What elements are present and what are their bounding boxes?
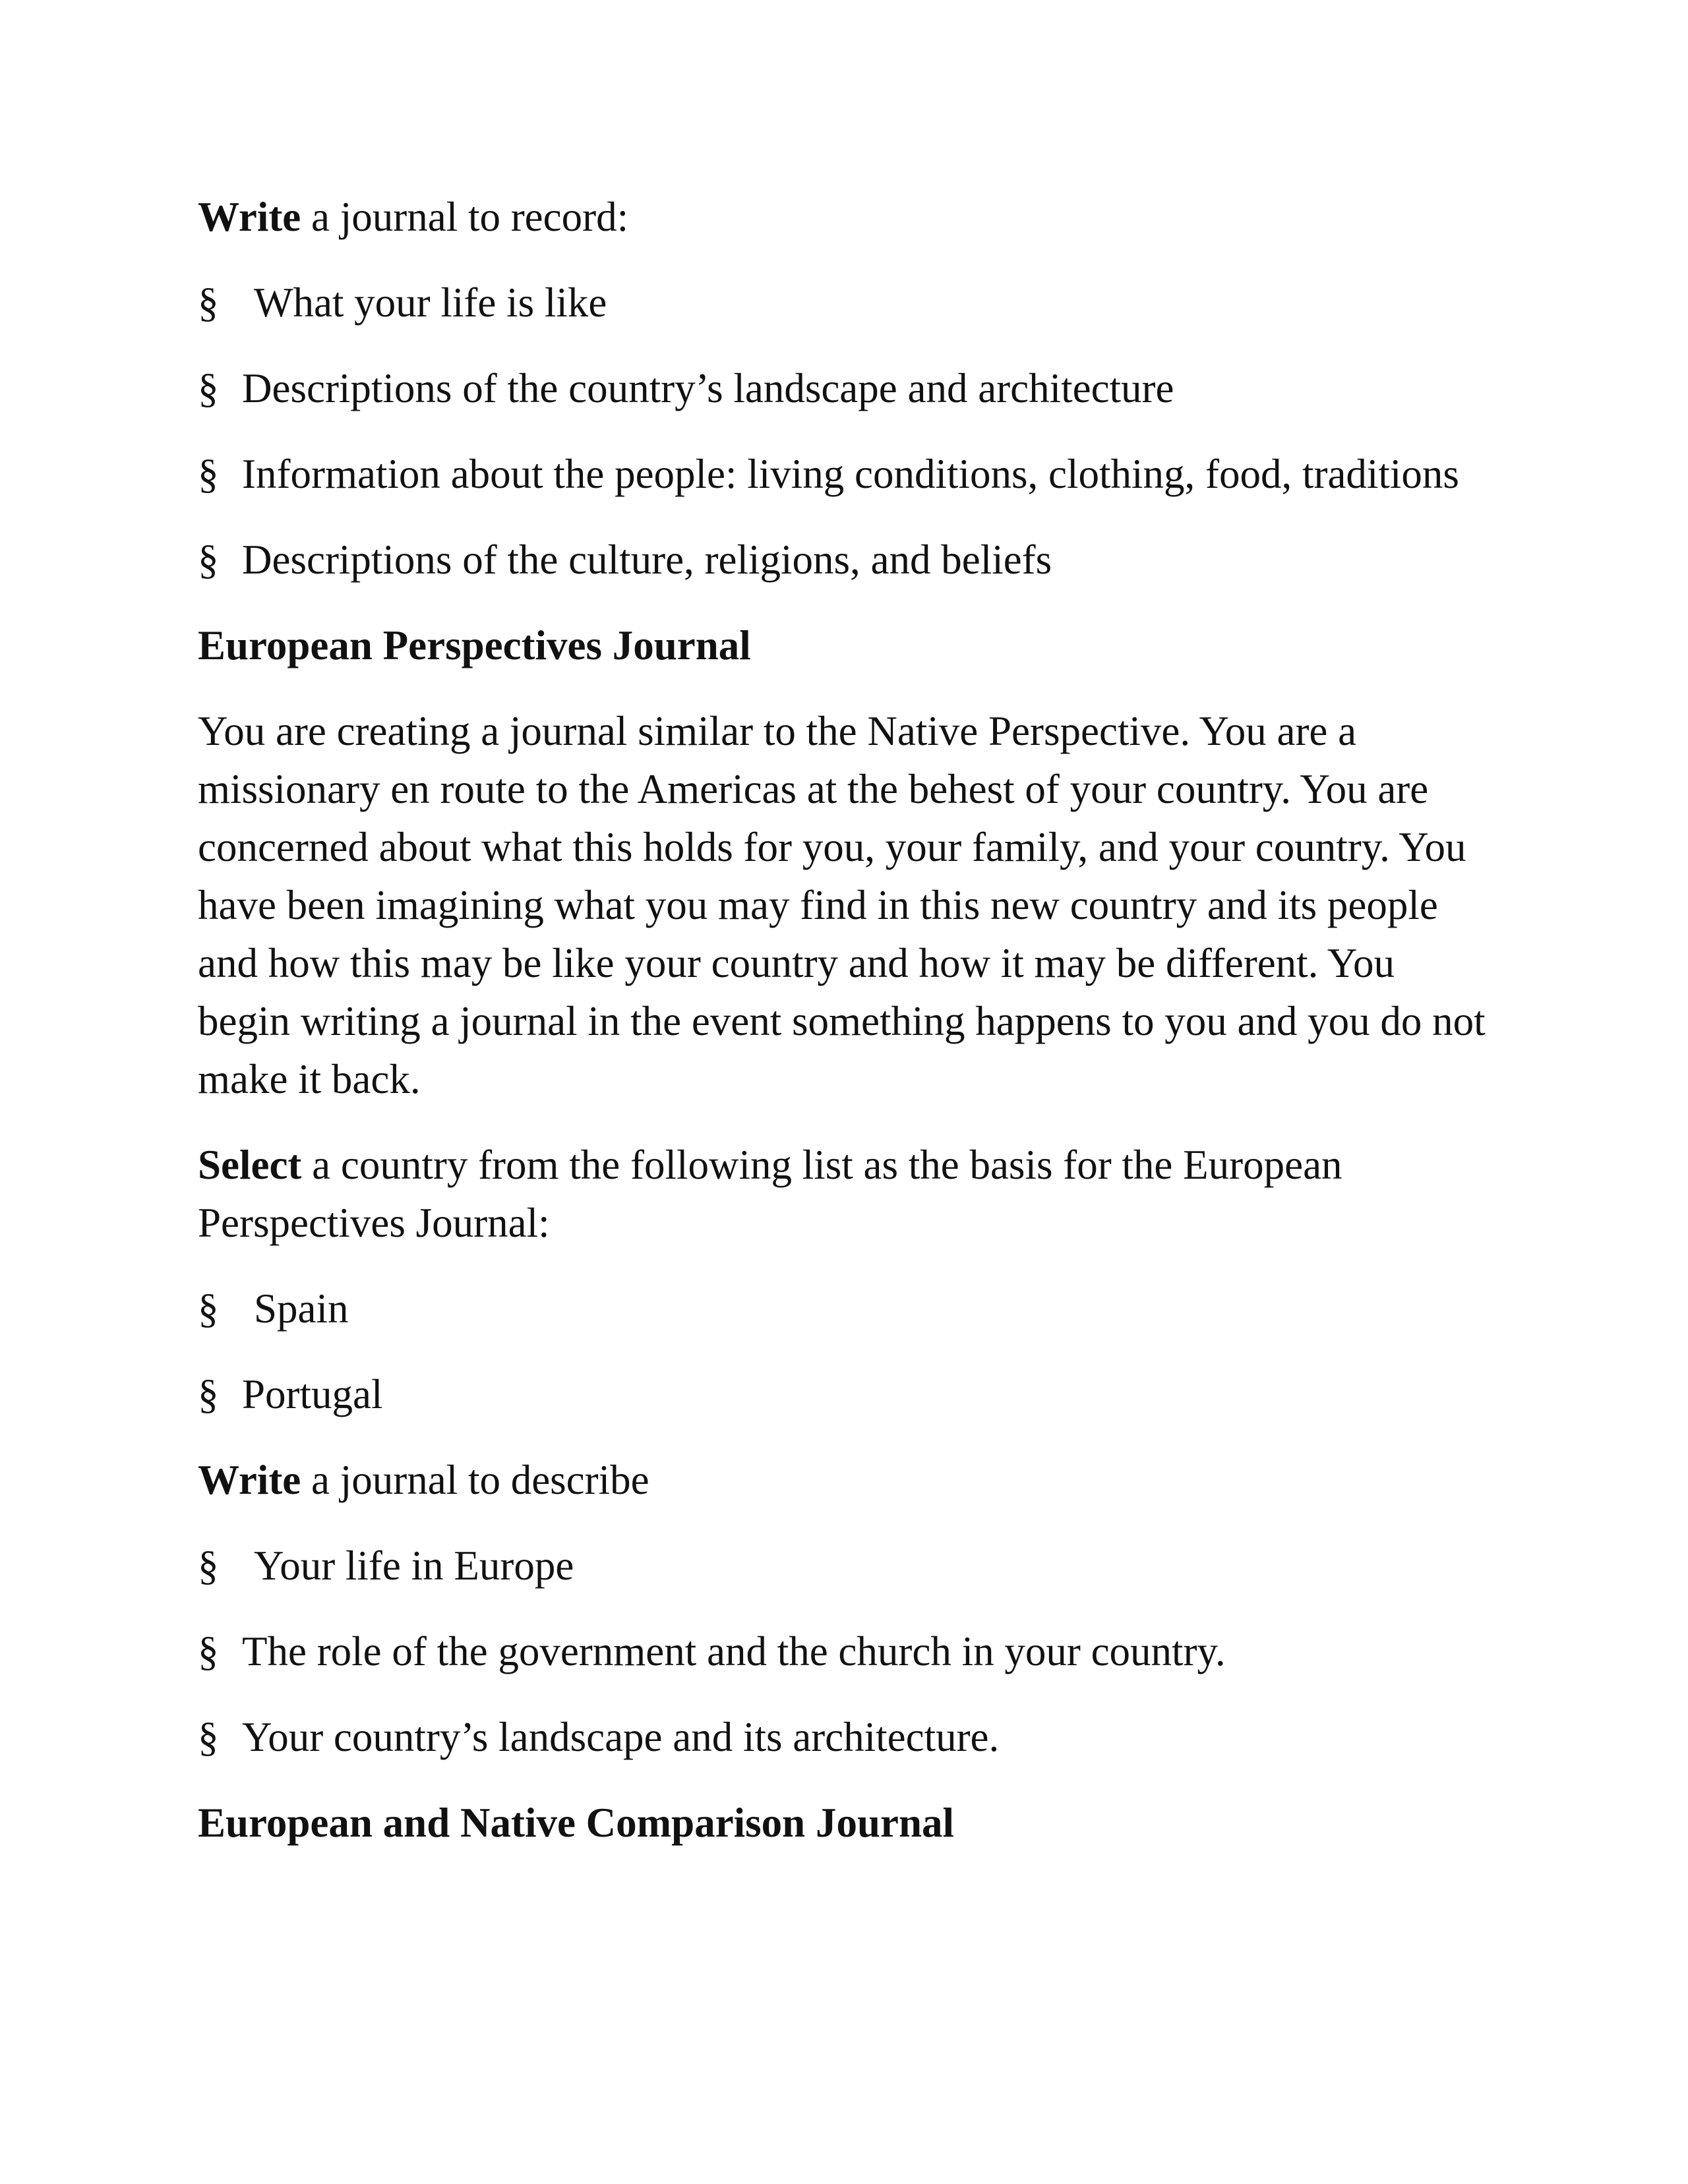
intro-text: a journal to record:	[301, 194, 629, 240]
journal-describe-intro	[198, 1451, 1490, 1509]
section-sign-bullet: §	[198, 1285, 219, 1332]
section-heading-european-perspectives: European Perspectives Journal	[198, 622, 751, 668]
list-item-text: What your life is like	[254, 280, 607, 326]
country-item-spain	[198, 1280, 1490, 1338]
list-item-text: Your country’s landscape and its architecture.	[242, 1714, 1000, 1760]
section-sign-bullet: §	[198, 280, 219, 326]
list-item	[198, 1622, 1490, 1680]
list-item-text: Descriptions of the country’s landscape and architecture	[242, 365, 1174, 411]
list-item-text: Your life in Europe	[254, 1543, 574, 1589]
list-item	[198, 1708, 1490, 1766]
section-heading-comparison: European and Native Comparison Journal	[198, 1800, 955, 1846]
list-item	[198, 1537, 1490, 1595]
section-sign-bullet: §	[198, 1371, 219, 1417]
write-bold-verb: Write	[198, 1457, 301, 1503]
select-country-instruction	[198, 1136, 1490, 1252]
list-item	[198, 359, 1490, 417]
list-item	[198, 445, 1490, 503]
country-item-portugal	[198, 1365, 1490, 1423]
country-text: Portugal	[242, 1371, 383, 1417]
section-sign-bullet: §	[198, 1714, 219, 1760]
journal-description-paragraph: You are creating a journal similar to the Native Perspective. You are a missionary en route to the Americas at the behest of your country. You are concerned about what this holds for you, your family, and your country. You have been imagining what you may find in this new country and its people and how this may be like your country and how it may be different. You begin writing a journal in the event something happens to you and you do not make it back.	[198, 708, 1486, 1102]
section-sign-bullet: §	[198, 1628, 219, 1674]
document-body	[198, 188, 1490, 1879]
section-sign-bullet: §	[198, 537, 219, 583]
list-item-text: Descriptions of the culture, religions, and beliefs	[242, 537, 1052, 583]
write-text: a journal to describe	[301, 1457, 649, 1503]
section-sign-bullet: §	[198, 451, 219, 497]
select-bold-verb: Select	[198, 1142, 302, 1188]
journal-record-intro	[198, 188, 1490, 246]
intro-bold-verb: Write	[198, 194, 301, 240]
country-text: Spain	[254, 1285, 349, 1332]
list-item-text: Information about the people: living conditions, clothing, food, traditions	[242, 451, 1459, 497]
list-item-text: The role of the government and the church in your country.	[242, 1628, 1226, 1674]
section-sign-bullet: §	[198, 1543, 219, 1589]
section-sign-bullet: §	[198, 365, 219, 411]
list-item	[198, 274, 1490, 332]
select-text: a country from the following list as the basis for the European Perspectives Journal:	[198, 1142, 1342, 1246]
list-item	[198, 531, 1490, 589]
